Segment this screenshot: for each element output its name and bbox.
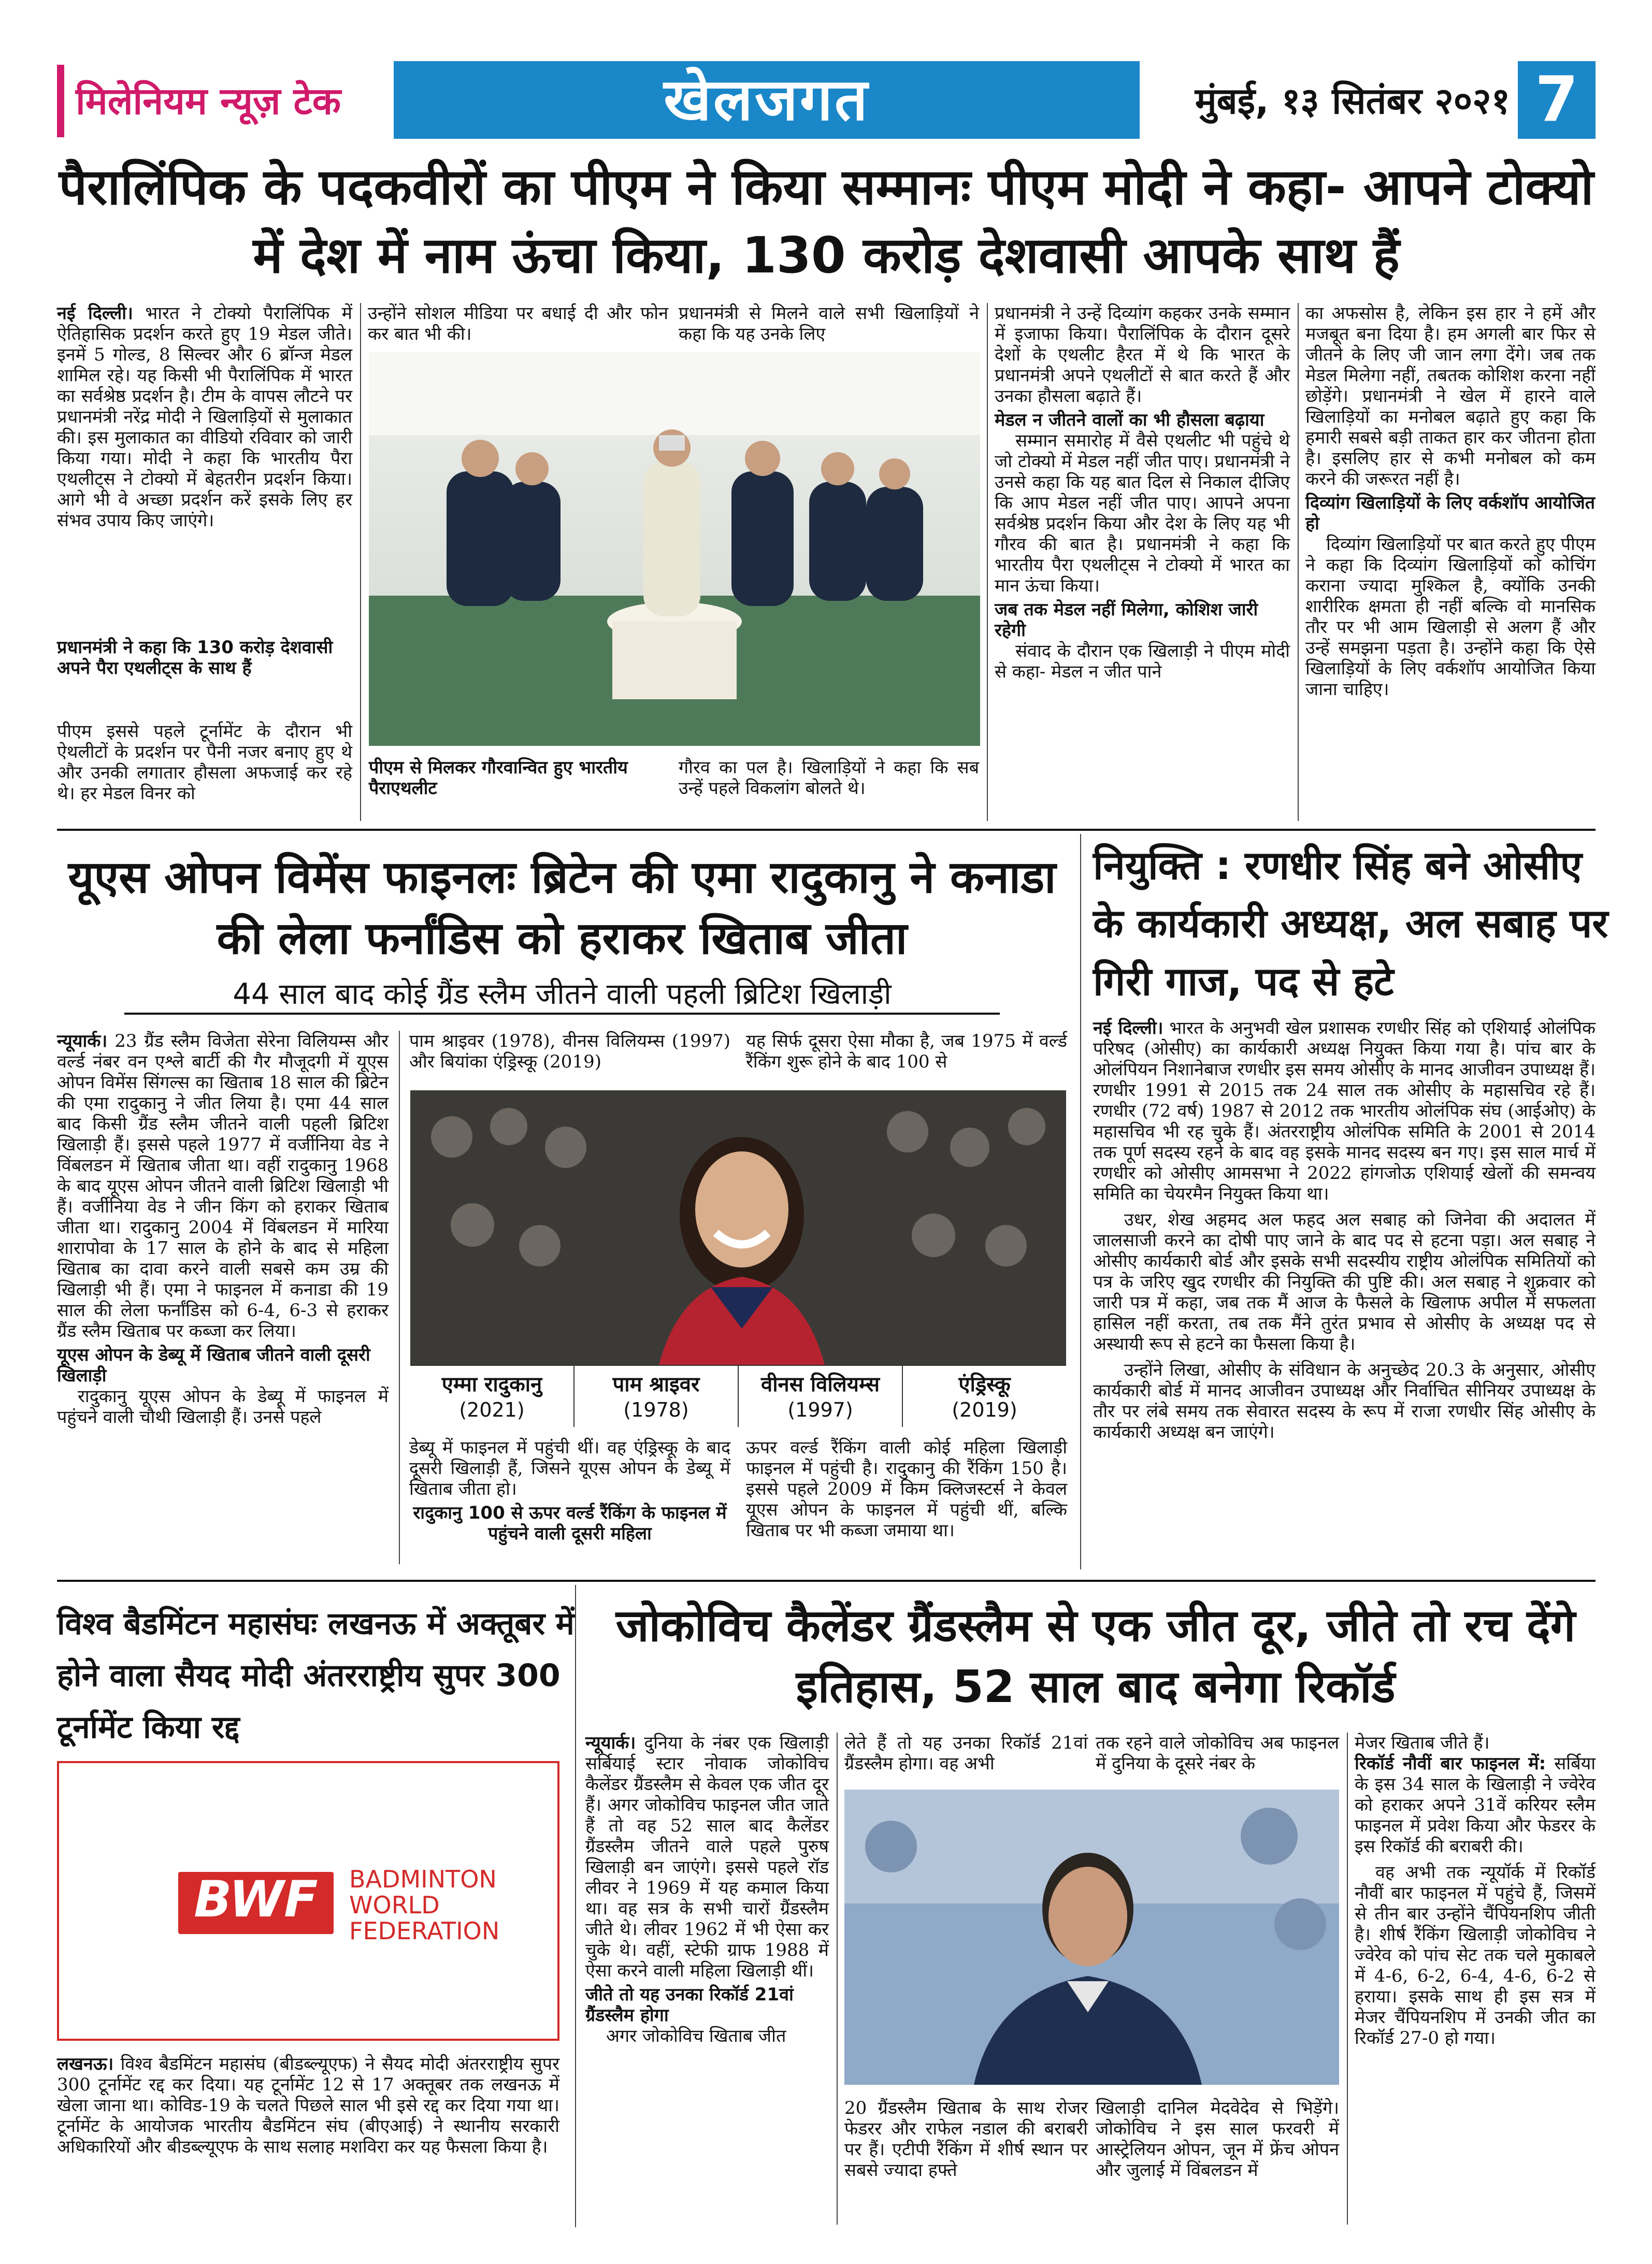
column-rule — [360, 303, 361, 821]
bwf-logo — [59, 1763, 557, 2039]
story2-col1-text-2: रादुकानु यूएस ओपन के डेब्यू में फाइनल में पहुंचने वाली चौथी खिलाड़ी हैं। उनसे पहले — [57, 1386, 389, 1427]
story5-col1 — [585, 1733, 829, 2046]
story5-col1-text — [585, 1733, 829, 1981]
column-rule — [1347, 1733, 1348, 2225]
column-rule — [399, 1031, 400, 1564]
story5-col2-top: लेते हैं तो यह उनका रिकॉर्ड 21वां ग्रैंडस्लैम होगा। वह अभी — [844, 1733, 1088, 1774]
story3-text-1 — [1093, 1018, 1596, 1204]
photo-novak-djokovic — [844, 1790, 1339, 2085]
bwf-logo-text-1: BADMINTON — [349, 1865, 497, 1893]
name-cell: एंड्रिस्कू (2019) — [952, 1373, 1017, 1421]
dateline: न्यूयार्क। — [57, 1031, 108, 1051]
story3-text-2: उधर, शेख अहमद अल फहद अल सबाह को जिनेवा की अदालत में जालसाजी करने का दोषी पाए जाने के बाद पद से हटना पड़ा। अल सबाह ने ओसीए कार्यकारी बोर्ड और इसके सभी सदस्यीय राष्ट्रीय ओलंपिक समितियों को पत्र के जरिए खुद रणधीर की नियुक्ति की पुष्टि की। अल सबाह ने शुक्रवार को जारी पत्र में कहा, जब तक मैं आज के फैसले के खिलाफ अपील में सफलता हासिल नहीं करता, तब तक मैंने तुरंत प्रभाव से ओसीए के अध्यक्ष पद से अस्थायी रूप से हटने का फैसला किया है। — [1093, 1209, 1596, 1354]
dateline: लखनऊ। — [57, 2054, 114, 2074]
bwf-logo-text-2: WORLD — [349, 1891, 440, 1919]
bwf-logo-panel — [57, 1761, 559, 2041]
column-rule — [1080, 834, 1081, 1569]
story2-col1-text-body: 23 ग्रैंड स्लैम विजेता सेरेना विलियम्स और वर्ल्ड नंबर वन एश्ले बार्टी की गैर मौजूदगी में यूएस ओपन विमेंस सिंगल्स का खिताब 18 साल की ब्रिटेन की एमा रादुकानु ने जीत लिया है। एमा 44 साल बाद किसी ग्रैंड स्लैम जीतने वाली पहली ब्रिटिश खिलाड़ी हैं। इससे पहले 1977 में वर्जीनिया वेड ने विंबलडन में खिताब जीता था। वहीं रादुकानु 1968 के बाद यूएस ओपन जीतने वाली ब्रिटिश खिलाड़ी भी हैं। वर्जीनिया वेड ने जीन किंग को हराकर खिताब जीता था। रादुकानु 2004 में विंबलडन में मारिया शारापोवा के 17 साल के होने के बाद से महिला खिताब का दावा करने वाली सबसे कम उम्र की खिलाड़ी भी हैं। एमा ने फाइनल में कनाडा की 19 साल की लेला फर्नांडिस को 6-4, 6-3 से हराकर ग्रैंड स्लैम खिताब पर कब्जा कर लिया। — [57, 1031, 389, 1342]
story5-subhead-2: रिकॉर्ड नौवीं बार फाइनल में: — [1355, 1753, 1546, 1774]
page-number: 7 — [1518, 61, 1596, 139]
story2-col1 — [57, 1031, 389, 1427]
story2-col2-top: पाम श्राइवर (1978), वीनस विलियम्स (1997) और बियांका एंड्रिस्कू (2019) — [409, 1031, 730, 1072]
story5-col2-bottom: 20 ग्रैंडस्लैम खिताब के साथ रोजर फेडरर और राफेल नडाल की बराबरी पर हैं। एटीपी रैंकिंग में शीर्ष स्थान पर सबसे ज्यादा हफ्ते — [844, 2098, 1088, 2181]
photo-pm-with-paraathletes — [369, 352, 980, 746]
story2-subhead: यूएस ओपन के डेब्यू में खिताब जीतने वाली दूसरी खिलाड़ी — [57, 1345, 370, 1386]
story2-headline: यूएस ओपन विमेंस फाइनलः ब्रिटेन की एमा रादुकानु ने कनाडा की लेला फर्नांडिस को हराकर खिताब जीता — [68, 852, 1056, 964]
story1-subhead-2: मेडल न जीतने वालों का भी हौसला बढ़ाया — [995, 410, 1265, 430]
name-cell: वीनस विलियम्स (1997) — [739, 1366, 903, 1427]
story1-headline: पैरालिंपिक के पदकवीरों का पीएम ने किया सम्मानः पीएम मोदी ने कहा- आपने टोक्यो में देश में नाम ऊंचा किया, 130 करोड़ देशवासी आपके साथ हैं — [59, 158, 1594, 284]
story5-col4-text-1: मेजर खिताब जीते हैं। — [1355, 1733, 1490, 1753]
story5-col1-text-2: अगर जोकोविच खिताब जीत — [606, 2026, 786, 2046]
story2-col2-bottom — [409, 1437, 730, 1544]
story1-subhead-3: जब तक मेडल नहीं मिलेगा, कोशिश जारी रहेगी — [995, 599, 1258, 641]
story1-col3-bottom: गौरव का पल है। खिलाड़ियों ने कहा कि सब उन्हें पहले विकलांग बोलते थे। — [679, 757, 979, 799]
story1-subhead-4: दिव्यांग खिलाड़ियों के लिए वर्कशॉप आयोजित हो — [1305, 493, 1596, 534]
story2-subhead-2: रादुकानु 100 से ऊपर वर्ल्ड रैंकिंग के फाइनल में पहुंचने वाली दूसरी महिला — [413, 1503, 727, 1544]
story2-subheadline: 44 साल बाद कोई ग्रैंड स्लैम जीतने वाली पहली ब्रिटिश खिलाड़ी — [124, 976, 1000, 1015]
story1-col5-text-1: का अफसोस है, लेकिन इस हार ने हमें और मजबूत बना दिया है। हम अगली बार फिर से जीतने के लिए जी जान लगा देंगे। जब तक मेडल मिलेगा नहीं, तबतक कोशिश करना नहीं छोड़ेंगे। प्रधानमंत्री ने खेल में हारने वाले खिलाड़ियों का मनोबल बढ़ाते हुए कहा कि हमारी सबसे बड़ी ताकत हार कर जीतना होता है। इसलिए हार से कभी मनोबल को कम करने की जरूरत नहीं है। — [1305, 303, 1596, 489]
photo-caption: पीएम से मिलकर गौरवान्वित हुए भारतीय पैराएथलीट — [369, 757, 628, 799]
section-divider — [57, 1580, 1596, 1582]
bwf-logo-mark: BWF — [194, 1870, 318, 1928]
story2-col2-bottom-text: डेब्यू में फाइनल में पहुंची थीं। वह एंड्रिस्कू के बाद दूसरी खिलाड़ी हैं, जिसने यूएस ओपन के डेब्यू में खिताब जीता हो। — [409, 1437, 730, 1499]
dateline: नई दिल्ली। — [57, 303, 133, 324]
story4-headline: विश्व बैडमिंटन महासंघः लखनऊ में अक्तूबर में होने वाला सैयद मोदी अंतरराष्ट्रीय सुपर 300 टूर्नामेंट किया रद्द — [57, 1606, 574, 1746]
newspaper-name: मिलेनियम न्यूज़ टेक — [57, 65, 368, 137]
section-divider — [57, 829, 1596, 831]
story2-col3-top: यह सिर्फ दूसरा ऐसा मौका है, जब 1975 में वर्ल्ड रैंकिंग शुरू होने के बाद 100 से — [746, 1031, 1067, 1072]
story5-col4-text-2 — [1355, 1753, 1596, 1857]
story5-col3-top: तक रहने वाले जोकोविच अब फाइनल में दुनिया के दूसरे नंबर के — [1096, 1733, 1339, 1774]
column-rule — [1298, 303, 1299, 821]
story5-col3-bottom: खिलाड़ी दानिल मेदवेदेव से भिड़ेंगे। जोकोविच ने इस साल फरवरी में आस्ट्रेलियन ओपन, जून में फ्रेंच ओपन और जुलाई में विंबलडन में — [1096, 2098, 1339, 2181]
story5-subhead: जीते तो यह उनका रिकॉर्ड 21वां ग्रैंडस्लैम होगा — [585, 1984, 794, 2026]
story4-body — [57, 2054, 559, 2157]
story5-col1-text-body: दुनिया के नंबर एक खिलाड़ी सर्बियाई स्टार नोवाक जोकोविच कैलेंडर ग्रैंडस्लैम से केवल एक जीत दूर हैं। अगर जोकोविच फाइनल जीत जाते हैं तो वह 52 साल बाद कैलेंडर ग्रैंडस्लैम जीतने वाले पहले पुरुष खिलाड़ी बन जाएंगे। इससे पहले रॉड लीवर ने 1969 में यह कमाल किया था। वह सत्र के सभी चारों ग्रैंडस्लैम जीते थे। लीवर 1962 में भी ऐसा कर चुके थे। वहीं, स्टेफी ग्राफ 1988 में ऐसा करने वाली महिला खिलाड़ी थीं। — [585, 1733, 829, 1981]
finalists-name-strip — [410, 1365, 1066, 1427]
photo-graphic — [410, 1090, 1066, 1365]
story1-col4-text-2: सम्मान समारोह में वैसे एथलीट भी पहुंचे थे जो टोक्यो में मेडल नहीं जीत पाए। प्रधानमंत्री ने उनसे कहा कि यह बात दिल से निकाल दीजिए कि आप मेडल नहीं जीत पाए। आपने अपना सर्वश्रेष्ठ प्रदर्शन किया और देश के लिए यह भी गौरव की बात है। प्रधानमंत्री ने कहा कि भारतीय पैरा एथलीट्स ने टोक्यो में भारत का मान ऊंचा किया। — [995, 430, 1290, 596]
name-cell: एम्मा रादुकानु (2021) — [410, 1366, 574, 1427]
story5-col4-text-3: वह अभी तक न्यूयॉर्क में रिकॉर्ड नौवीं बार फाइनल में पहुंचे हैं, जिसमें से तीन बार उन्होंने चैंपियनशिप जीती है। शीर्ष रैंकिंग खिलाड़ी जोकोविच ने ज्वेरेव को पांच सेट तक चले मुकाबले में 4-6, 6-2, 6-4, 4-6, 6-2 से हराया। इसके साथ ही इस सत्र में मेजर चैंपियनशिप में उनकी जीत का रिकॉर्ड 27-0 हो गया। — [1355, 1862, 1596, 2049]
story1-col3-top: प्रधानमंत्री से मिलने वाले सभी खिलाड़ियों ने कहा कि यह उनके लिए — [679, 303, 979, 344]
name-cell: पाम श्राइवर (1978) — [574, 1366, 739, 1427]
story1-col1-text-2: पीएम इससे पहले टूर्नामेंट के दौरान भी ऐथलीटों के प्रदर्शन पर पैनी नजर बनाए हुए थे और उनकी लगातार हौसला अफजाई कर रहे थे। हर मेडल विनर को — [57, 721, 352, 804]
column-rule — [837, 1733, 838, 2225]
photo-emma-raducanu — [410, 1090, 1066, 1365]
story3-headline: नियुक्ति : रणधीर सिंह बने ओसीए के कार्यकारी अध्यक्ष, अल सबाह पर गिरी गाज, पद से हटे — [1093, 842, 1608, 1004]
story4-text: विश्व बैडमिंटन महासंघ (बीडब्ल्यूएफ) ने सैयद मोदी अंतरराष्ट्रीय सुपर 300 टूर्नामेंट रद्द कर दिया। यह टूर्नामेंट 12 से 17 अक्तूबर तक लखनऊ में खेला जाना था। कोविड-19 के चलते पिछले साल भी इसे रद्द कर दिया गया था। टूर्नामेंट के आयोजक भारतीय बैडमिंटन संघ (बीएआई) ने स्थानीय सरकारी अधिकारियों और बीडब्ल्यूएफ के साथ सलाह मशविरा कर यह फैसला किया है। — [57, 2054, 559, 2157]
dateline: नई दिल्ली। — [1093, 1018, 1163, 1039]
story1-col1 — [57, 303, 352, 531]
story3-text-3: उन्होंने लिखा, ओसीए के संविधान के अनुच्छेद 20.3 के अनुसार, ओसीए कार्यकारी बोर्ड में मानद आजीवन उपाध्यक्ष और निर्वाचित सीनियर उपाध्यक्ष के तौर पर लंबे समय तक सेवारत सदस्य के रूप में राजा रणधीर सिंह ओसीए के कार्यकारी अध्यक्ष बन जाएंगे। — [1093, 1360, 1596, 1443]
photo-graphic — [369, 352, 980, 746]
story2-col1-text — [57, 1031, 389, 1342]
story1-col2-top: उन्होंने सोशल मीडिया पर बधाई दी और फोन कर बात भी की। — [368, 303, 668, 344]
story3-text-1-body: भारत के अनुभवी खेल प्रशासक रणधीर सिंह को एशियाई ओलंपिक परिषद (ओसीए) का कार्यकारी अध्यक्ष नियुक्त किया गया है। पांच बार के ओलंपियन निशानेबाज रणधीर इस समय ओसीए के मानद आजीवन उपाध्यक्ष हैं। रणधीर 1991 से 2015 तक 24 साल तक ओसीए के महासचिव रहे हैं। रणधीर (72 वर्ष) 1987 से 2012 तक भारतीय ओलंपिक संघ (आईओए) के महासचिव भी रह चुके हैं। अंतरराष्ट्रीय ओलंपिक समिति के 2001 से 2014 तक पूर्ण सदस्य रहने के बाद वह इसके मानद सदस्य बन गए। इस साल मार्च में रणधीर को ओसीए आमसभा ने 2022 हांगजोऊ एशियाई खेलों की समन्वय समिति का चेयरमैन नियुक्त किया था। — [1093, 1018, 1596, 1204]
column-rule — [987, 303, 988, 821]
section-banner: खेलजगत — [394, 61, 1140, 139]
story1-col4 — [995, 303, 1290, 682]
story3-body — [1093, 1018, 1596, 1443]
story5-col4 — [1355, 1733, 1596, 2049]
dateline: न्यूयार्क। — [585, 1733, 636, 1753]
column-rule — [575, 1585, 576, 2227]
story5-headline: जोकोविच कैलेंडर ग्रैंडस्लैम से एक जीत दूर, जीते तो रच देंगे इतिहास, 52 साल बाद बनेगा रिकॉर्ड — [615, 1600, 1576, 1713]
issue-date: मुंबई, १३ सितंबर २०२१ — [1195, 80, 1510, 122]
bwf-logo-text-3: FEDERATION — [349, 1917, 500, 1945]
story1-col4-text-1: प्रधानमंत्री ने उन्हें दिव्यांग कहकर उनके सम्मान में इजाफा किया। पैरालिंपिक के दौरान दूसरे देशों के एथलीट हैरत में थे कि भारत के प्रधानमंत्री अपने एथलीटों से बात करते हैं और उनका हौसला बढ़ाते हैं। — [995, 303, 1290, 407]
story1-subhead: प्रधानमंत्री ने कहा कि 130 करोड़ देशवासी अपने पैरा एथलीट्स के साथ हैं — [57, 637, 333, 679]
story2-col3-bottom: ऊपर वर्ल्ड रैंकिंग वाली कोई महिला खिलाड़ी फाइनल में पहुंची है। रादुकानु की रैंकिंग 150 है। इससे पहले 2009 में किम क्लिजस्टर्स ने केवल यूएस ओपन के फाइनल में पहुंची थीं, बल्कि खिताब पर भी कब्जा जमाया था। — [746, 1437, 1067, 1541]
photo-graphic — [844, 1790, 1339, 2085]
story1-col4-text-3: संवाद के दौरान एक खिलाड़ी ने पीएम मोदी से कहा- मेडल न जीत पाने — [995, 641, 1290, 682]
story1-col5-text-2: दिव्यांग खिलाड़ियों पर बात करते हुए पीएम ने कहा कि दिव्यांग खिलाड़ियों को कोचिंग कराना ज्यादा मुश्किल है, क्योंकि उनकी शारीरिक क्षमता ही नहीं बल्कि वो मानसिक तौर पर भी आम खिलाड़ी से अलग हैं और उन्हें समझना पड़ता है। उन्होंने कहा कि ऐसे खिलाड़ियों के लिए वर्कशॉप आयोजित किया जाना चाहिए। — [1305, 534, 1596, 700]
story5-col4-text-2-body: सर्बिया के इस 34 साल के खिलाड़ी ने ज्वेरेव को हराकर अपने 31वें करियर स्लैम फाइनल में प्रवेश किया और फेडरर के इस रिकॉर्ड की बराबरी की। — [1355, 1753, 1596, 1857]
story1-col5 — [1305, 303, 1596, 700]
story1-col1-text: भारत ने टोक्यो पैरालिंपिक में ऐतिहासिक प्रदर्शन करते हुए 19 मेडल जीते। इनमें 5 गोल्ड, 8 सिल्वर और 6 ब्रॉन्ज मेडल शामिल रहे। यह किसी भी पैरालिंपिक में भारत का सर्वश्रेष्ठ प्रदर्शन है। टीम के वापस लौटने पर प्रधानमंत्री नरेंद्र मोदी ने खिलाड़ियों से मुलाकात की। इस मुलाकात का वीडियो रविवार को जारी किया गया। मोदी ने कहा कि भारतीय पैरा एथलीट्स ने टोक्यो में बेहतरीन प्रदर्शन किया। आगे भी वे अच्छा प्रदर्शन करें इसके लिए हर संभव उपाय किए जाएंगे। — [57, 303, 352, 531]
